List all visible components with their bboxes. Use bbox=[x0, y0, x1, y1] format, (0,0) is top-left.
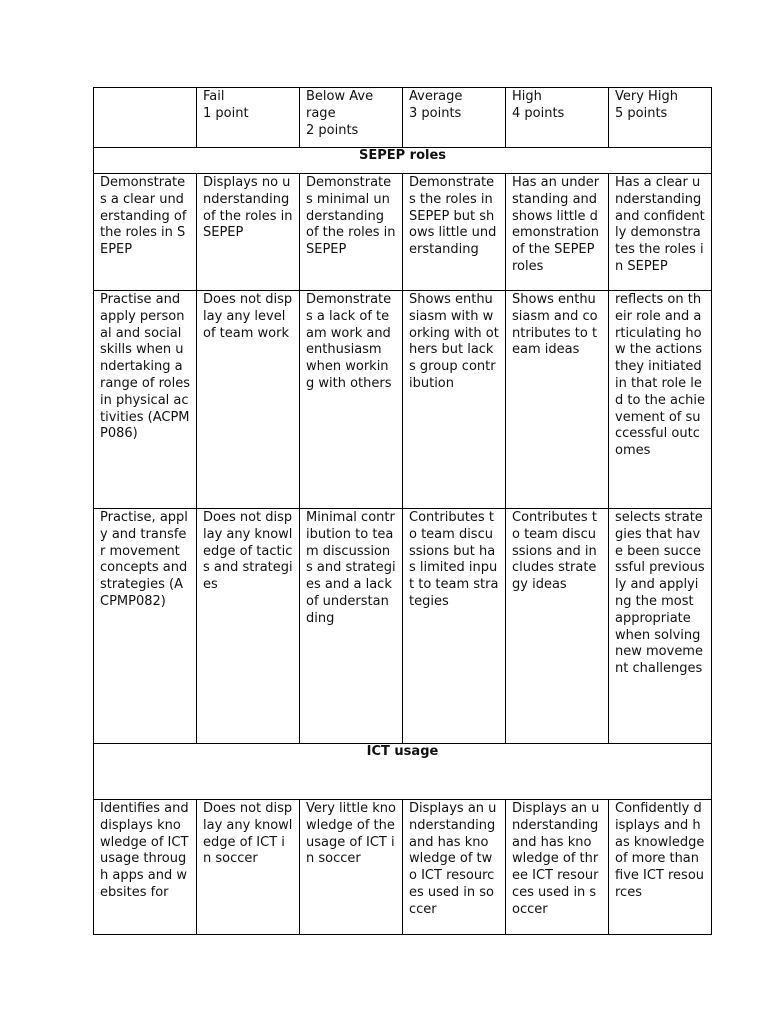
rubric-cell-average: Contributes to team discussions but has limited input to team strategies bbox=[403, 509, 506, 744]
rubric-cell-below-average: Minimal contribution to team discussions and strategies and a lack of understanding bbox=[300, 509, 403, 744]
rubric-cell-below-average: Demonstrates a lack of team work and enthusiasm when working with others bbox=[300, 291, 403, 509]
header-cell-below-average bbox=[300, 88, 403, 148]
criterion-row bbox=[94, 509, 712, 744]
rubric-cell-average: Demonstrates the roles in SEPEP but shows little understanding bbox=[403, 174, 506, 291]
section-row-ict-usage bbox=[94, 744, 712, 800]
section-title: SEPEP roles bbox=[94, 148, 712, 174]
rubric-cell-fail: Does not display any level of team work bbox=[197, 291, 300, 509]
level-points: 5 points bbox=[615, 105, 668, 121]
assessment-rubric-table bbox=[93, 87, 712, 935]
criterion-cell: Demonstrates a clear understanding of the roles in SEPEP bbox=[94, 174, 197, 291]
criterion-cell: Identifies and displays knowledge of ICT usage through apps and websites for bbox=[94, 800, 197, 935]
rubric-cell-fail: Does not display any knowledge of ICT in soccer bbox=[197, 800, 300, 935]
level-name: Average bbox=[409, 89, 463, 104]
level-points: 1 point bbox=[203, 105, 249, 121]
level-name: Very High bbox=[615, 89, 678, 104]
rubric-cell-high: Displays an understanding and has knowledge of three ICT resources used in soccer bbox=[506, 800, 609, 935]
level-points: 2 points bbox=[306, 122, 359, 138]
criterion-row bbox=[94, 291, 712, 509]
rubric-cell-high: Shows enthusiasm and contributes to team ideas bbox=[506, 291, 609, 509]
header-cell-high bbox=[506, 88, 609, 148]
criterion-row bbox=[94, 174, 712, 291]
rubric-cell-fail: Displays no understanding of the roles in SEPEP bbox=[197, 174, 300, 291]
rubric-cell-average: Displays an understanding and has knowledge of two ICT resources used in soccer bbox=[403, 800, 506, 935]
rubric-cell-very-high: selects strategies that have been successful previously and applying the most appropriate when solving new movement challenges bbox=[609, 509, 712, 744]
criterion-row bbox=[94, 800, 712, 935]
header-cell-very-high bbox=[609, 88, 712, 148]
rubric-cell-below-average: Demonstrates minimal understanding of the roles in SEPEP bbox=[300, 174, 403, 291]
section-row-sepep-roles bbox=[94, 148, 712, 174]
rubric-cell-average: Shows enthusiasm with working with others but lacks group contribution bbox=[403, 291, 506, 509]
criterion-cell: Practise, apply and transfer movement concepts and strategies (ACPMP082) bbox=[94, 509, 197, 744]
rubric-cell-high: Has an understanding and shows little demonstration of the SEPEP roles bbox=[506, 174, 609, 291]
rubric-cell-very-high: Has a clear understanding and confidently demonstrates the roles in SEPEP bbox=[609, 174, 712, 291]
header-cell-average bbox=[403, 88, 506, 148]
criterion-cell: Practise and apply personal and social skills when undertaking a range of roles in physical activities (ACPMP086) bbox=[94, 291, 197, 509]
level-points: 3 points bbox=[409, 105, 462, 121]
header-corner-cell bbox=[94, 88, 197, 148]
level-name: Below Average bbox=[306, 89, 374, 121]
rubric-cell-below-average: Very little knowledge of the usage of ICT in soccer bbox=[300, 800, 403, 935]
rubric-cell-very-high: reflects on their role and articulating how the actions they initiated in that role led to the achievement of successful outcomes bbox=[609, 291, 712, 509]
section-title: ICT usage bbox=[94, 744, 712, 800]
rubric-cell-high: Contributes to team discussions and includes strategy ideas bbox=[506, 509, 609, 744]
level-name: High bbox=[512, 89, 542, 104]
rubric-cell-fail: Does not display any knowledge of tactics and strategies bbox=[197, 509, 300, 744]
header-cell-fail bbox=[197, 88, 300, 148]
level-points: 4 points bbox=[512, 105, 565, 121]
rubric-cell-very-high: Confidently displays and has knowledge of more than five ICT resources bbox=[609, 800, 712, 935]
level-name: Fail bbox=[203, 89, 225, 104]
header-row bbox=[94, 88, 712, 148]
